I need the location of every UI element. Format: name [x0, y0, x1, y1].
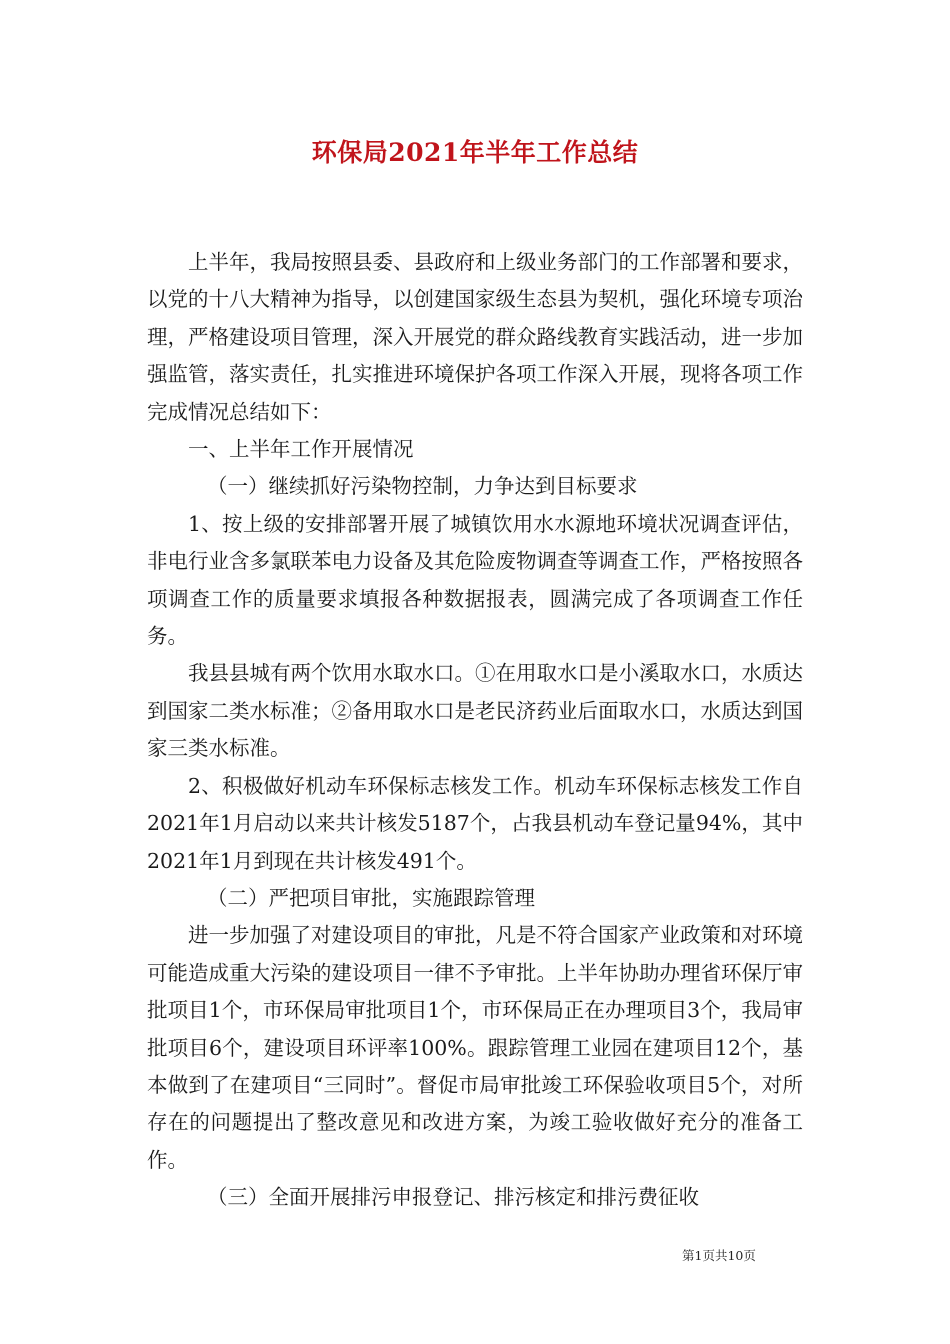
- section-heading-1: 一、上半年工作开展情况: [188, 437, 414, 462]
- page-number: 第1页共10页: [682, 1248, 756, 1263]
- subsection-heading-2: （二）严把项目审批，实施跟踪管理: [207, 885, 535, 910]
- document-title: 环保局2021年半年工作总结: [311, 138, 639, 167]
- paragraph-survey: 1、按上级的安排部署开展了城镇饮用水水源地环境状况调查评估，非电行业含多氯联苯电力设备及其危险废物调查等调查工作，严格按照各项调查工作的质量要求填报各种数据报表，圆满完成了各项调查工作任务。: [147, 511, 803, 649]
- subsection-heading-3: （三）全面开展排污申报登记、排污核定和排污费征收: [207, 1185, 699, 1210]
- paragraph-vehicle-label: 2、积极做好机动车环保标志核发工作。机动车环保标志核发工作自2021年1月启动以来共计核发5187个，占我县机动车登记量94%，其中2021年1月到现在共计核发491个。: [147, 773, 803, 873]
- paragraph-water-intake: 我县县城有两个饮用水取水口。①在用取水口是小溪取水口，水质达到国家二类水标准；②备用取水口是老民济药业后面取水口，水质达到国家三类水标准。: [147, 661, 803, 761]
- document-body: [147, 244, 803, 1217]
- subsection-heading-1: （一）继续抓好污染物控制，力争达到目标要求: [207, 474, 638, 499]
- paragraph-project-approval: 进一步加强了对建设项目的审批，凡是不符合国家产业政策和对环境可能造成重大污染的建设项目一律不予审批。上半年协助办理省环保厅审批项目1个，市环保局审批项目1个，市环保局正在办理项目3个，我局审批项目6个，建设项目环评率100%。跟踪管理工业园在建项目12个，基本做到了在建项目“三同时”。督促市局审批竣工环保验收项目5个，对所存在的问题提出了整改意见和改进方案，为竣工验收做好充分的准备工作。: [147, 923, 803, 1172]
- intro-paragraph: 上半年，我局按照县委、县政府和上级业务部门的工作部署和要求，以党的十八大精神为指导，以创建国家级生态县为契机，强化环境专项治理，严格建设项目管理，深入开展党的群众路线教育实践活动，进一步加强监管，落实责任，扎实推进环境保护各项工作深入开展，现将各项工作完成情况总结如下：: [147, 250, 803, 424]
